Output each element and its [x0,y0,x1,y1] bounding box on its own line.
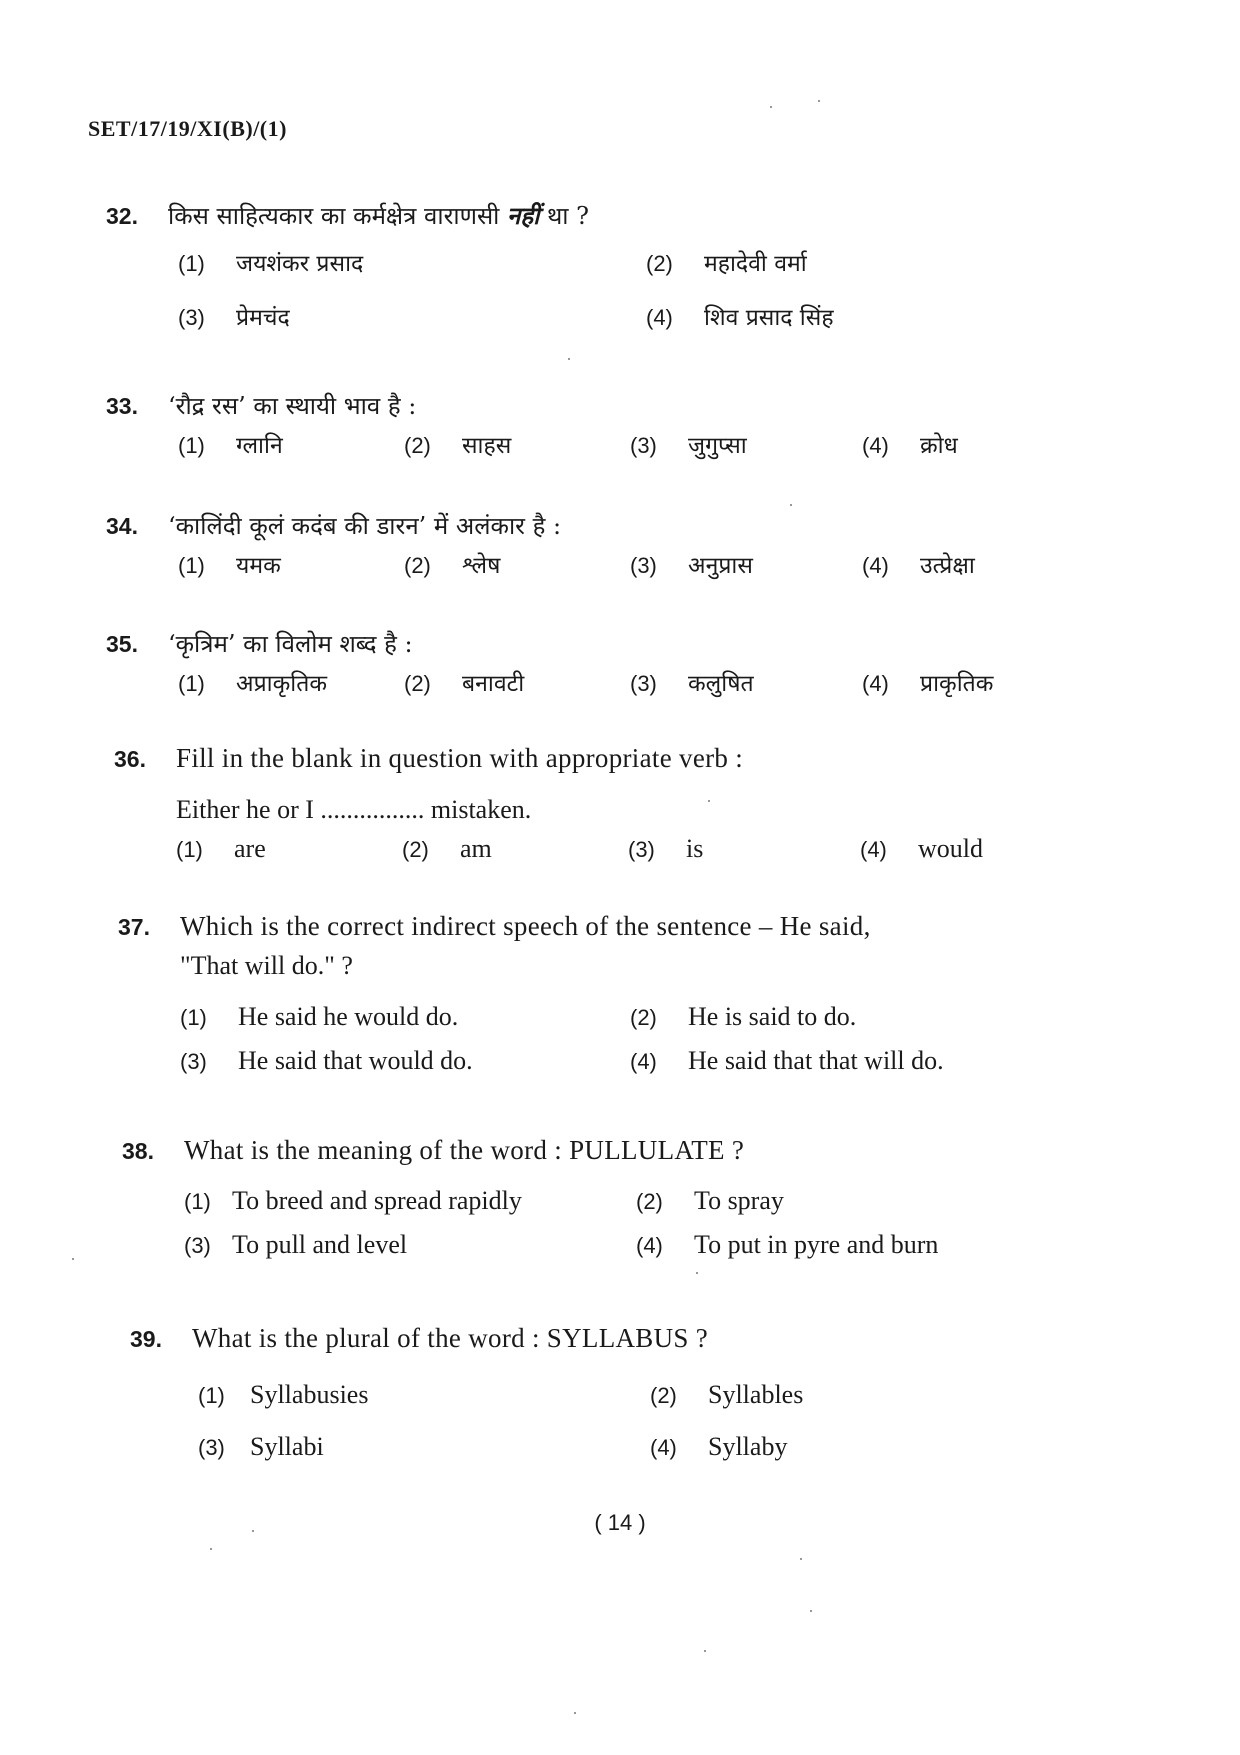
option-4[interactable] [650,1432,1050,1462]
option-number: (3) [630,553,657,578]
question-32 [106,196,1106,332]
scan-speck [72,1258,74,1260]
question-text-end: था ? [546,202,590,230]
option-text: are [234,834,266,863]
option-number: (3) [198,1435,225,1460]
option-4[interactable] [646,300,1086,332]
option-text: am [460,834,492,863]
option-text: साहस [462,433,512,459]
option-text: He said he would do. [238,1002,459,1031]
question-34 [106,506,1106,580]
scan-speck [252,1530,254,1532]
option-text: is [686,834,704,863]
option-2[interactable] [646,246,1086,278]
option-2[interactable] [404,666,630,698]
option-number: (4) [636,1233,663,1258]
option-4[interactable] [862,666,1082,698]
scan-speck [800,1558,802,1560]
option-2[interactable] [650,1380,1050,1410]
option-number: (4) [862,671,889,696]
options-grid [178,246,1106,332]
question-text [168,196,589,236]
question-number: 35. [106,631,138,657]
question-text: ‘कृत्रिम’ का विलोम शब्द है : [168,630,413,658]
question-text: Which is the correct indirect speech of the sentence – He said, [180,911,871,941]
option-text: Syllabi [250,1432,324,1461]
question-37 [118,906,1118,1076]
option-number: (3) [630,671,657,696]
option-1[interactable] [184,1186,636,1216]
option-4[interactable] [862,548,1082,580]
option-3[interactable] [178,300,646,332]
option-2[interactable] [636,1186,1056,1216]
question-text: Fill in the blank in question with appropriate verb : [176,743,744,773]
option-1[interactable] [178,666,404,698]
question-number: 33. [106,393,138,419]
option-number: (3) [630,433,657,458]
option-3[interactable] [630,428,862,460]
option-number: (1) [176,837,203,862]
scan-speck [708,800,710,802]
question-number: 39. [130,1326,162,1352]
option-number: (1) [180,1005,207,1030]
option-number: (4) [650,1435,677,1460]
option-text: Syllaby [708,1432,788,1461]
option-text: जयशंकर प्रसाद [236,251,364,277]
option-number: (3) [178,305,205,330]
option-text: क्रोध [920,433,958,459]
option-3[interactable] [628,834,860,864]
option-text: अप्राकृतिक [236,671,328,697]
option-text: He said that that will do. [688,1046,944,1075]
option-1[interactable] [176,834,402,864]
option-number: (1) [184,1189,211,1214]
option-number: (3) [628,837,655,862]
option-text: To pull and level [232,1230,408,1259]
option-1[interactable] [178,428,404,460]
option-2[interactable] [630,1002,1050,1032]
option-3[interactable] [180,1046,630,1076]
option-text: ग्लानि [236,433,283,459]
scan-speck [790,504,792,506]
option-text: He said that would do. [238,1046,473,1075]
option-1[interactable] [178,548,404,580]
question-36 [114,738,1114,864]
option-number: (3) [180,1049,207,1074]
option-number: (4) [862,433,889,458]
option-4[interactable] [862,428,1082,460]
scan-speck [818,100,820,102]
scan-speck [704,1650,706,1652]
options-grid [184,1186,1122,1260]
question-39 [130,1318,1130,1462]
option-number: (2) [404,671,431,696]
option-number: (4) [646,305,673,330]
option-text: प्राकृतिक [920,671,994,697]
question-38 [122,1130,1122,1260]
option-text: बनावटी [462,671,525,697]
option-number: (2) [404,433,431,458]
option-text: To spray [694,1186,784,1215]
page-number: ( 14 ) [594,1510,646,1535]
option-number: (2) [646,251,673,276]
scan-speck [568,358,570,360]
option-number: (1) [178,671,205,696]
options-grid [178,548,1106,580]
option-1[interactable] [198,1380,650,1410]
option-text: Syllables [708,1380,804,1409]
option-text: To put in pyre and burn [694,1230,939,1259]
scan-speck [770,106,772,108]
option-text: श्लेष [462,553,501,579]
option-number: (4) [630,1049,657,1074]
option-3[interactable] [198,1432,650,1462]
option-number: (1) [178,553,205,578]
scan-speck [696,1272,698,1274]
option-text: प्रेमचंद [236,305,290,331]
paper-code-header: SET/17/19/XI(B)/(1) [88,116,287,141]
option-text: कलुषित [688,671,754,697]
option-text: To breed and spread rapidly [232,1186,522,1215]
question-emphasis: नहीं [507,201,540,230]
option-number: (2) [630,1005,657,1030]
option-2[interactable] [404,548,630,580]
question-33 [106,386,1106,460]
question-text: ‘कालिंदी कूलं कदंब की डारन’ में अलंकार है : [168,512,562,540]
scan-speck [810,1610,812,1612]
option-number: (1) [178,433,205,458]
option-number: (2) [636,1189,663,1214]
option-3[interactable] [630,548,862,580]
option-4[interactable] [860,834,1080,864]
option-number: (2) [650,1383,677,1408]
option-3[interactable] [184,1230,636,1260]
option-text: अनुप्रास [688,553,753,579]
options-grid [180,1002,1118,1076]
option-number: (4) [862,553,889,578]
option-number: (1) [198,1383,225,1408]
options-grid [178,428,1106,460]
option-2[interactable] [404,428,630,460]
question-text: What is the plural of the word : SYLLABUS ? [192,1323,709,1353]
question-number: 32. [106,203,138,229]
option-text: Syllabusies [250,1380,369,1409]
option-number: (1) [178,251,205,276]
option-3[interactable] [630,666,862,698]
option-1[interactable] [178,246,646,278]
question-number: 37. [118,914,150,940]
question-text-main: किस साहित्यकार का कर्मक्षेत्र वाराणसी [168,202,500,230]
question-35 [106,624,1106,698]
options-grid [176,834,1114,864]
question-number: 38. [122,1138,154,1164]
option-1[interactable] [180,1002,630,1032]
option-text: would [918,834,983,863]
option-4[interactable] [630,1046,1050,1076]
option-number: (3) [184,1233,211,1258]
question-number: 34. [106,513,138,539]
question-sentence: Either he or I ................ mistaken. [176,795,532,824]
options-grid [198,1380,1130,1462]
option-text: महादेवी वर्मा [704,251,807,277]
option-number: (2) [402,837,429,862]
question-text: What is the meaning of the word : PULLULATE ? [184,1135,745,1165]
option-number: (2) [404,553,431,578]
option-text: जुगुप्सा [688,433,747,459]
option-2[interactable] [402,834,628,864]
question-sentence: "That will do." ? [180,951,353,980]
question-text: ‘रौद्र रस’ का स्थायी भाव है : [168,392,417,420]
scan-speck [210,1548,212,1550]
option-text: यमक [236,553,281,579]
scan-speck [574,1712,576,1714]
option-text: He is said to do. [688,1002,857,1031]
option-4[interactable] [636,1230,1056,1260]
option-text: शिव प्रसाद सिंह [704,305,834,331]
options-grid [178,666,1106,698]
question-number: 36. [114,746,146,772]
option-text: उत्प्रेक्षा [920,553,975,579]
option-number: (4) [860,837,887,862]
